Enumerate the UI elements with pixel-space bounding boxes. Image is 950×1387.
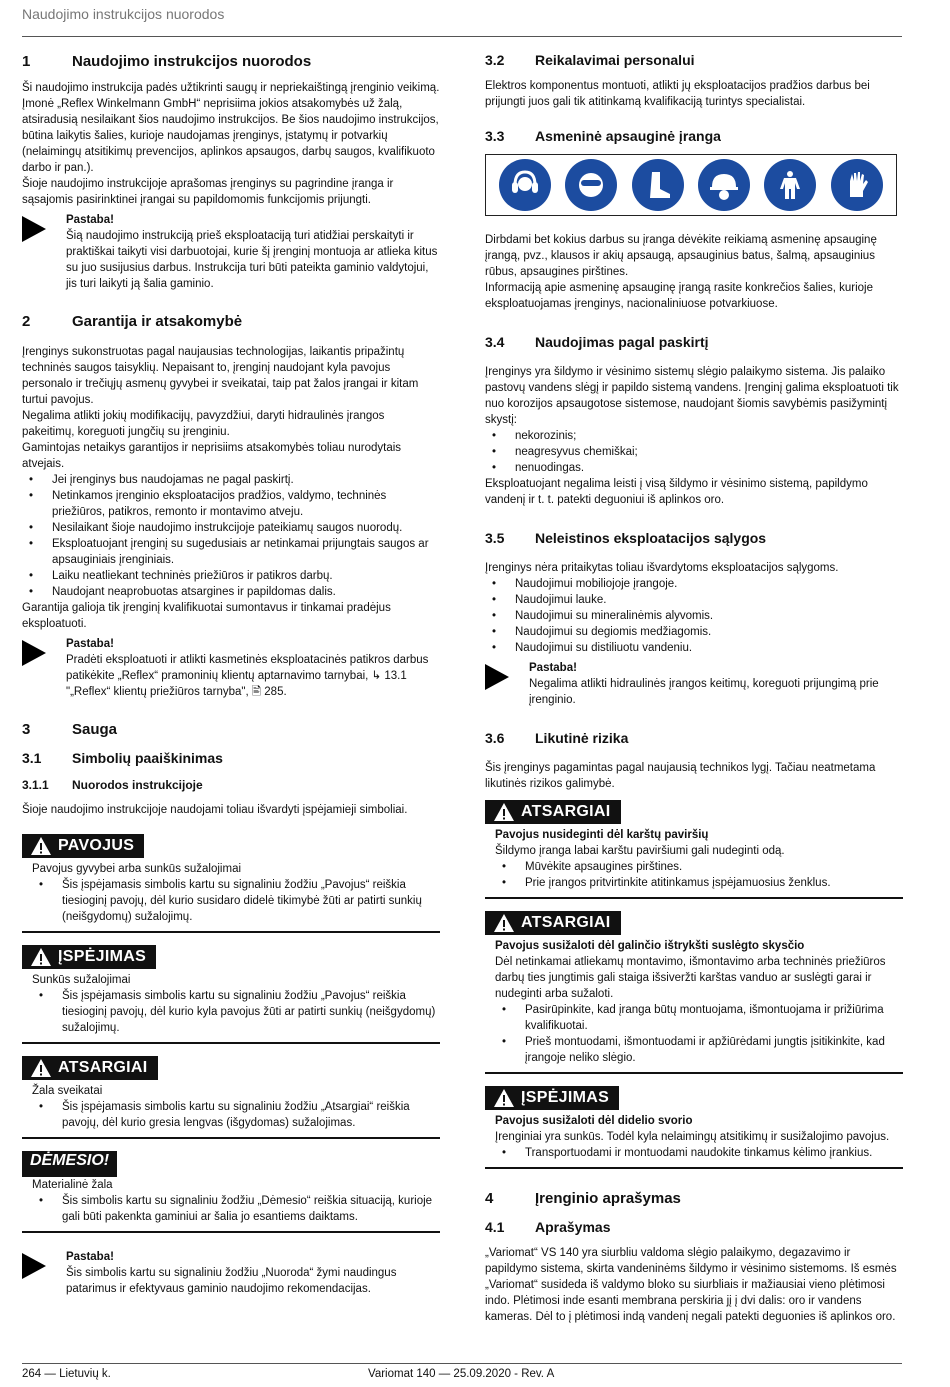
section-number: 1 — [22, 53, 31, 70]
caution-signal: ATSARGIAI — [485, 800, 621, 824]
caution-box — [22, 1056, 440, 1139]
section-title: Asmeninė apsauginė įranga — [535, 128, 721, 144]
section-4-1-heading — [485, 1217, 903, 1237]
section-3-heading — [22, 720, 440, 740]
paragraph: Ši naudojimo instrukcija padės užtikrinti saugų ir nepriekaištingą įrenginio veikimą. — [22, 82, 440, 94]
warning-triangle-icon — [30, 836, 52, 856]
section-1-heading — [22, 52, 440, 72]
section-title: Nuorodos instrukcijoje — [72, 778, 203, 792]
warning-triangle-icon — [493, 913, 515, 933]
list-item: • Naudojant neaprobuotas atsargines ir papildomas dalis. — [22, 584, 440, 600]
safety-glasses-icon — [565, 159, 617, 211]
note-arrow-icon — [22, 1249, 66, 1297]
section-title: Neleistinos eksploatacijos sąlygos — [535, 530, 767, 546]
hazard-title: Pavojus susižaloti dėl galinčio ištrykšti suslėgto skysčio — [495, 940, 805, 952]
warning-triangle-icon — [493, 802, 515, 822]
list-item: • Netinkamos įrenginio eksploatacijos pradžios, valdymo, techninės priežiūros, patikros, remonto ir montavimo atveju. — [22, 488, 440, 520]
section-number: 3.4 — [485, 334, 505, 350]
paragraph: Šioje naudojimo instrukcijoje naudojami toliau išvardyti įspėjamieji simboliai. — [22, 804, 408, 816]
document-reference: Variomat 140 — 25.09.2020 - Rev. A — [368, 1368, 555, 1380]
paragraph: Įmonė „Reflex Winkelmann GmbH“ neprisiima jokios atsakomybės už žalą, atsiradusią nesilaikant šios naudojimo instrukcijos. Be šios naudojimo instrukcijos, būtina laikytis šalies, kurioje naudojamas įrenginys, įstatymų ir potvarkių (nelaimingų atsitikimų prevencijos, aplinkos apsaugos, darbų saugos, kvalifikuoto darbo ir pan.). — [22, 98, 439, 174]
warning-triangle-icon — [30, 1058, 52, 1078]
footer-rule — [22, 1363, 902, 1364]
note-text: Šis simbolis kartu su signaliniu žodžiu „Nuoroda“ žymi naudingus patarimus ir efektyvaus gaminio naudojimo rekomendacijas. — [66, 1267, 397, 1295]
paragraph: Garantija galioja tik įrenginį kvalifikuotai sumontavus ir tinkamai pradėjus eksploatuoti. — [22, 602, 391, 630]
section-title: Įrenginio aprašymas — [535, 1190, 681, 1207]
list-item: • Laiku neatliekant techninės priežiūros ir patikros darbų. — [22, 568, 440, 584]
note-block — [22, 1249, 440, 1297]
signal-subtitle: Materialinė žala — [32, 1179, 113, 1191]
warning-signal: ĮSPĖJIMAS — [485, 1086, 619, 1110]
list-item: • Eksploatuojant įrenginį su sugedusiais ar netinkamai prijungtais saugos ar apsauginiais įrenginiais. — [22, 536, 440, 568]
list-item: • Šis simbolis kartu su signaliniu žodžiu „Dėmesio“ reiškia situaciją, kurioje gali būti pakenkta gaminiui ar šalia jo esantiems daiktams. — [32, 1193, 440, 1225]
paragraph: Informaciją apie asmeninę apsauginę įrangą rasite konkrečios šalies, kurioje eksploatuojamas įrenginys, nacionaliniuose potvarkiuose. — [485, 282, 874, 310]
signal-subtitle: Žala sveikatai — [32, 1085, 103, 1097]
note-text: Pradėti eksploatuoti ir atlikti kasmetinės eksploatacinės patikros darbus patikėkite „Reflex“ pramoninių klientų aptarnavimo tarnybai, ↳ 13.1 "„Reflex“ klientų priežiūros tarnyba", 🖹 285. — [66, 654, 429, 698]
section-number: 4 — [485, 1190, 494, 1207]
section-3-1-1-heading — [22, 776, 440, 794]
section-number: 3.2 — [485, 52, 505, 68]
paragraph: Dirbdami bet kokius darbus su įranga dėvėkite reikiamą asmeninę apsauginę įrangą, pvz., klausos ir akių apsaugą, apsauginius batus, šalmą, apsauginius rūbus, apsaugines pirštines. — [485, 234, 877, 278]
section-title: Naudojimas pagal paskirtį — [535, 334, 709, 350]
note-title: Pastaba! — [66, 214, 114, 226]
note-text: Negalima atlikti hidraulinės įrangos keitimų, koreguoti prijungimą prie įrenginio. — [529, 678, 879, 706]
caution-signal: ATSARGIAI — [22, 1056, 158, 1080]
note-arrow-icon — [485, 660, 529, 708]
section-number: 3.6 — [485, 730, 505, 746]
list-item: • Šis įspėjamasis simbolis kartu su signaliniu žodžiu „Pavojus“ reiškia tiesioginį pavojų, dėl kurio kyla pavojus žūti ar patirti sunkių (neišgydomų) sužalojimų. — [32, 988, 440, 1036]
section-3-2-heading — [485, 50, 903, 70]
list-item: • nekorozinis; — [485, 428, 903, 444]
list-item: • Mūvėkite apsaugines pirštines. — [495, 859, 903, 875]
header-rule — [22, 36, 902, 37]
signal-subtitle: Sunkūs sužalojimai — [32, 974, 131, 986]
section-3-6-heading — [485, 728, 903, 748]
section-title: Aprašymas — [535, 1219, 611, 1235]
paragraph: Elektros komponentus montuoti, atlikti jų eksploatacijos pradžios darbus bei prijungti juos gali tik atitinkamą kvalifikaciją turintys specialistai. — [485, 80, 870, 108]
protective-clothing-icon — [764, 159, 816, 211]
bullet-list — [485, 576, 903, 656]
paragraph: Dėl netinkamai atliekamų montavimo, išmontavimo arba techninės priežiūros darbų ties jungtimis gali staiga išsiveržti karštas vanduo ar suslėgti garai ir nudeginti arba sužaloti. — [495, 956, 886, 1000]
section-number: 3.1.1 — [22, 778, 49, 792]
paragraph: Įrenginys nėra pritaikytas toliau išvardytoms eksploatacijos sąlygoms. — [485, 562, 839, 574]
list-item: • Prie įrangos pritvirtinkite atitinkamus įspėjamuosius ženklus. — [495, 875, 903, 891]
notice-signal: DĖMESIO! — [22, 1151, 117, 1177]
warning-box — [485, 1086, 903, 1169]
section-title: Likutinė rizika — [535, 730, 629, 746]
section-3-1-heading — [22, 748, 440, 768]
note-title: Pastaba! — [66, 1251, 114, 1263]
list-item: • Jei įrenginys bus naudojamas ne pagal paskirtį. — [22, 472, 440, 488]
note-text: Šią naudojimo instrukciją prieš eksploataciją turi atidžiai perskaityti ir praktiškai taikyti visi darbuotojai, kurie šį įrenginį montuoja ar atlieka kitus su juo susijusius darbus. Instrukcija turi būti pateikta gaminio valdytojui, jis turi laikyti ją šalia gaminio. — [66, 230, 438, 290]
section-title: Naudojimo instrukcijos nuorodos — [72, 53, 312, 70]
warning-signal: ĮSPĖJIMAS — [22, 945, 156, 969]
warning-triangle-icon — [493, 1088, 515, 1108]
list-item: • Naudojimui su mineralinėmis alyvomis. — [485, 608, 903, 624]
danger-box — [22, 834, 440, 933]
paragraph: Eksploatuojant negalima leisti į visą šildymo ir vėsinimo sistemą, papildymo vandenį ir t. t. patekti deguoniui iš aplinkos oro. — [485, 478, 868, 506]
bullet-list — [22, 472, 440, 600]
paragraph: „Variomat“ VS 140 yra siurbliu valdoma slėgio palaikymo, degazavimo ir papildymo sistema, skirta vandeninėms šildymo ir vėsinimo sistemoms. Iš esmės „Variomat“ susideda iš valdymo bloko su siurbliais ir mažiausiai vieno plėtimosi indo. Plėtimosi inde esanti membrana perskiria jį į dvi dalis: oro ir vandens kameras. Dėl to į plėtimosi indą vandenį negali patekti deguonies iš aplinkos oro. — [485, 1247, 897, 1323]
note-title: Pastaba! — [66, 638, 114, 650]
section-number: 3.3 — [485, 128, 505, 144]
paragraph: Įrenginiai yra sunkūs. Todėl kyla nelaimingų atsitikimų ir susižalojimo pavojus. — [495, 1131, 890, 1143]
right-column — [485, 50, 903, 1325]
note-title: Pastaba! — [529, 662, 577, 674]
list-item: • Naudojimui su distiliuotu vandeniu. — [485, 640, 903, 656]
note-arrow-icon — [22, 212, 66, 292]
section-title: Garantija ir atsakomybė — [72, 313, 243, 330]
list-item: • Prieš montuodami, išmontuodami ir apžiūrėdami jungtis įsitikinkite, kad įrangoje neliko slėgio. — [495, 1034, 903, 1066]
list-item: • Naudojimui mobiliojoje įrangoje. — [485, 576, 903, 592]
list-item: • Naudojimui lauke. — [485, 592, 903, 608]
danger-signal: PAVOJUS — [22, 834, 144, 858]
safety-boots-icon — [632, 159, 684, 211]
paragraph: Negalima atlikti jokių modifikacijų, pavyzdžiui, daryti hidraulinės įrangos pakeitimų, koreguoti jungčių su įrenginiu. — [22, 410, 385, 438]
bullet-list — [485, 428, 903, 476]
signal-subtitle: Pavojus gyvybei arba sunkūs sužalojimai — [32, 863, 242, 875]
paragraph: Šioje naudojimo instrukcijoje aprašomas įrenginys su pagrindine įranga ir sąsajomis pasirinktinei įrangai su papildomomis funkcijomis prijungti. — [22, 178, 394, 206]
list-item: • Šis įspėjamasis simbolis kartu su signaliniu žodžiu „Pavojus“ reiškia tiesioginį pavojų, dėl kurio susidaro didelė tikimybė žūti ar patirti sunkių (neišgydomų) sužalojimų. — [32, 877, 440, 925]
section-number: 3.5 — [485, 530, 505, 546]
list-item: • neagresyvus chemiškai; — [485, 444, 903, 460]
paragraph: Įrenginys sukonstruotas pagal naujausias technologijas, laikantis pripažintų techninės saugos taisyklių. Nepaisant to, įrenginį naudojant kyla pavojus personalo ir trečiųjų asmenų gyvybei ir sveikatai, taip pat žalos įrangai ir kitam turtui pavojus. — [22, 346, 419, 406]
caution-box — [485, 911, 903, 1074]
note-arrow-icon — [22, 636, 66, 700]
section-3-5-heading — [485, 528, 903, 548]
warning-triangle-icon — [30, 947, 52, 967]
list-item: • Šis įspėjamasis simbolis kartu su signaliniu žodžiu „Atsargiai“ reiškia pavojų, dėl kurio gresia lengvas (išgydomas) sužalojimas. — [32, 1099, 440, 1131]
section-2-heading — [22, 312, 440, 332]
note-block — [22, 636, 440, 700]
paragraph: Įrenginys yra šildymo ir vėsinimo sistemų slėgio palaikymo sistema. Jis palaiko pastovų vandens slėgį ir papildo sistemą vandens. Įrenginį galima eksploatuoti tik nuo korozijos apsaugotose sistemose, naudojant šiomis savybėmis pasižymintį skystį: — [485, 366, 899, 426]
hazard-title: Pavojus susižaloti dėl didelio svorio — [495, 1115, 693, 1127]
section-number: 3.1 — [22, 750, 42, 766]
gloves-icon — [831, 159, 883, 211]
page-number: 264 — Lietuvių k. — [22, 1368, 111, 1380]
note-block — [22, 212, 440, 292]
left-column — [22, 50, 440, 1297]
list-item: • nenuodingas. — [485, 460, 903, 476]
list-item: • Transportuodami ir montuodami naudokite tinkamus kėlimo įrankius. — [495, 1145, 903, 1161]
paragraph: Šildymo įranga labai karštu paviršiumi gali nudeginti odą. — [495, 845, 785, 857]
section-3-4-heading — [485, 332, 903, 352]
paragraph: Gamintojas netaikys garantijos ir neprisiims atsakomybės toliau nurodytais atvejais. — [22, 442, 402, 470]
list-item: • Nesilaikant šioje naudojimo instrukcijoje pateikiamų saugos nuorodų. — [22, 520, 440, 536]
notice-box — [22, 1151, 440, 1233]
ppe-icons-strip — [485, 154, 897, 216]
section-3-3-heading — [485, 126, 903, 146]
section-number: 4.1 — [485, 1219, 505, 1235]
running-header: Naudojimo instrukcijos nuorodos — [22, 6, 225, 22]
list-item: • Pasirūpinkite, kad įranga būtų montuojama, išmontuojama ir prižiūrima kvalifikuotai. — [495, 1002, 903, 1034]
caution-signal: ATSARGIAI — [485, 911, 621, 935]
caution-box — [485, 800, 903, 899]
section-number: 3 — [22, 721, 31, 738]
warning-box — [22, 945, 440, 1044]
section-title: Simbolių paaiškinimas — [72, 750, 223, 766]
hazard-title: Pavojus nusideginti dėl karštų paviršių — [495, 829, 709, 841]
list-item: • Naudojimui su degiomis medžiagomis. — [485, 624, 903, 640]
section-4-heading — [485, 1189, 903, 1209]
note-block — [485, 660, 903, 708]
paragraph: Šis įrenginys pagamintas pagal naujausią technikos lygį. Tačiau neatmetama likutinės rizikos galimybė. — [485, 762, 876, 790]
section-number: 2 — [22, 313, 31, 330]
section-title: Sauga — [72, 721, 118, 738]
helmet-icon — [698, 159, 750, 211]
ear-protection-icon — [499, 159, 551, 211]
section-title: Reikalavimai personalui — [535, 52, 695, 68]
